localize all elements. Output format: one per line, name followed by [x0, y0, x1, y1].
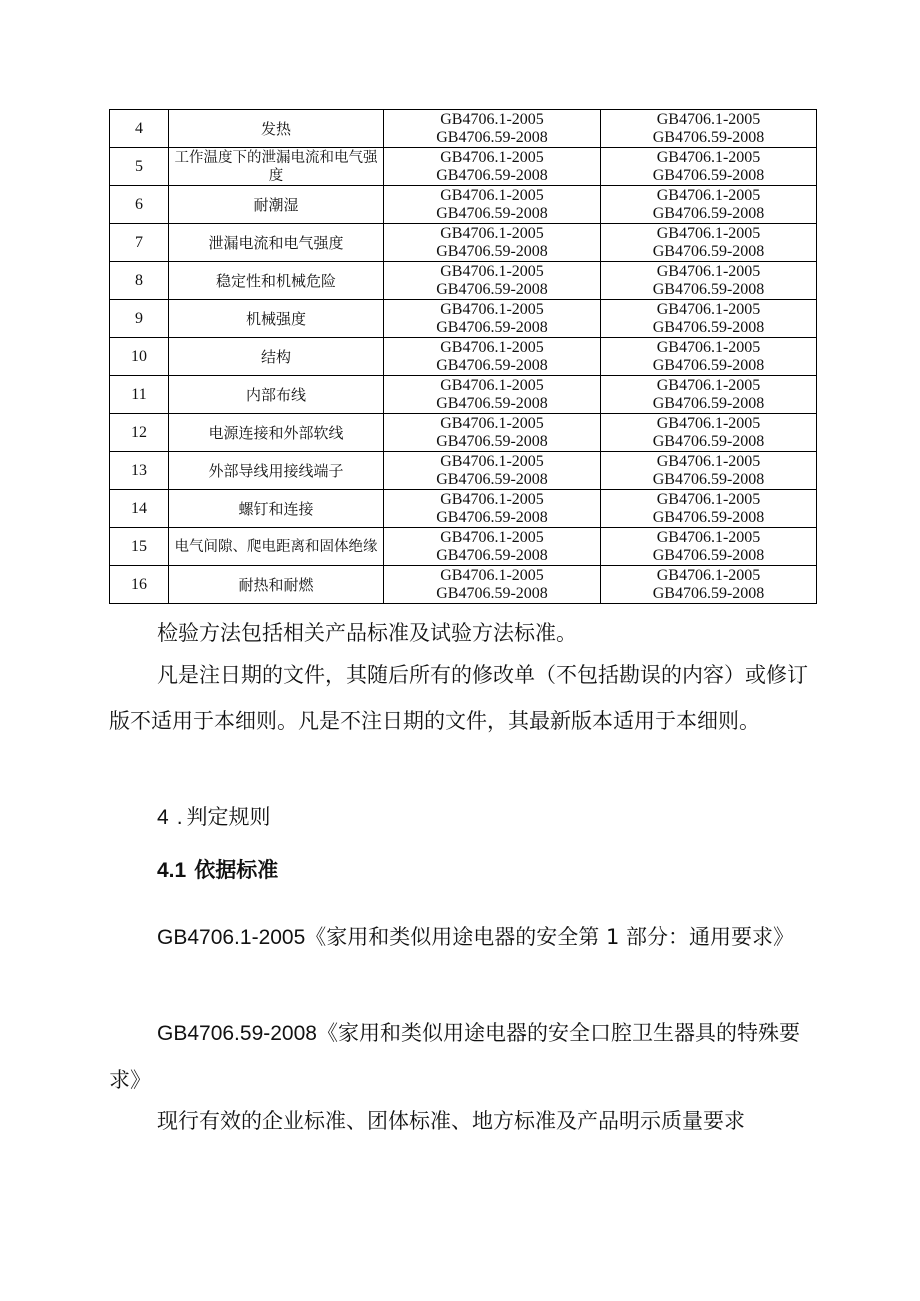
row-number: 14 — [110, 490, 169, 528]
standard-code: GB4706.59-2008 — [652, 394, 765, 412]
standard-code: GB4706.59-2008 — [436, 204, 548, 222]
standard-code: GB4706.1-2005 — [440, 528, 544, 546]
standard-code: GB4706.59-2008 — [652, 470, 765, 488]
test-item: 耐潮湿 — [169, 186, 384, 224]
row-number: 8 — [110, 262, 169, 300]
standard-cell-method — [601, 300, 817, 338]
reference-2-code: GB4706.59-2008 — [157, 1022, 317, 1045]
standard-code: GB4706.59-2008 — [436, 470, 548, 488]
table-row — [110, 224, 817, 262]
standard-code: GB4706.1-2005 — [440, 566, 544, 584]
standard-cell-requirement — [384, 528, 601, 566]
standard-cell-requirement — [384, 414, 601, 452]
standard-code: GB4706.59-2008 — [652, 166, 765, 184]
row-number: 11 — [110, 376, 169, 414]
table-row — [110, 148, 817, 186]
standard-code: GB4706.59-2008 — [652, 128, 765, 146]
standard-cell-method — [601, 148, 817, 186]
table-row — [110, 566, 817, 604]
standard-cell-requirement — [384, 376, 601, 414]
table-row — [110, 490, 817, 528]
test-item: 耐热和耐燃 — [169, 566, 384, 604]
standard-cell-method — [601, 566, 817, 604]
standard-cell-requirement — [384, 490, 601, 528]
section-4-1-number: 4.1 — [157, 859, 187, 882]
standard-code: GB4706.1-2005 — [656, 452, 761, 470]
standard-cell-method — [601, 414, 817, 452]
test-item: 机械强度 — [169, 300, 384, 338]
paragraph-test-methods: 检验方法包括相关产品标准及试验方法标准。 — [157, 621, 577, 645]
reference-1-code: GB4706.1-2005 — [157, 926, 306, 949]
standard-code: GB4706.59-2008 — [652, 242, 765, 260]
table-row — [110, 414, 817, 452]
standard-code: GB4706.59-2008 — [436, 128, 548, 146]
standard-code: GB4706.59-2008 — [436, 318, 548, 336]
standard-code: GB4706.1-2005 — [440, 490, 544, 508]
standard-cell-requirement — [384, 566, 601, 604]
standard-code: GB4706.1-2005 — [656, 490, 761, 508]
paragraph-dated-documents: 凡是注日期的文件，其随后所有的修改单（不包括勘误的内容）或修订版不适用于本细则。凡是不注日期的文件，其最新版本适用于本细则。 — [109, 663, 808, 733]
standard-code: GB4706.1-2005 — [440, 148, 544, 166]
row-number: 9 — [110, 300, 169, 338]
standard-code: GB4706.59-2008 — [436, 166, 548, 184]
standard-code: GB4706.59-2008 — [652, 204, 765, 222]
standard-code: GB4706.1-2005 — [440, 452, 544, 470]
standard-code: GB4706.1-2005 — [656, 376, 761, 394]
standard-code: GB4706.59-2008 — [436, 242, 548, 260]
standard-cell-method — [601, 224, 817, 262]
test-item: 外部导线用接线端子 — [169, 452, 384, 490]
standard-code: GB4706.1-2005 — [656, 414, 761, 432]
standard-cell-requirement — [384, 300, 601, 338]
standard-cell-method — [601, 262, 817, 300]
standard-cell-requirement — [384, 186, 601, 224]
reference-standard-1 — [109, 914, 816, 961]
row-number: 15 — [110, 528, 169, 566]
test-item: 电源连接和外部软线 — [169, 414, 384, 452]
standard-code: GB4706.59-2008 — [652, 356, 765, 374]
test-item: 发热 — [169, 110, 384, 148]
standard-code: GB4706.1-2005 — [440, 110, 544, 128]
standard-code: GB4706.1-2005 — [656, 262, 761, 280]
test-item: 结构 — [169, 338, 384, 376]
reference-2-title: 《家用和类似用途电器的安全口腔卫生器具的特殊要求》 — [109, 1021, 800, 1092]
standard-code: GB4706.1-2005 — [656, 300, 761, 318]
standard-cell-requirement — [384, 452, 601, 490]
standard-code: GB4706.59-2008 — [652, 508, 765, 526]
row-number: 10 — [110, 338, 169, 376]
standard-cell-method — [601, 490, 817, 528]
standard-code: GB4706.1-2005 — [440, 186, 544, 204]
table-row — [110, 110, 817, 148]
test-item: 泄漏电流和电气强度 — [169, 224, 384, 262]
standard-code: GB4706.59-2008 — [652, 432, 765, 450]
standard-code: GB4706.59-2008 — [652, 546, 765, 564]
standard-code: GB4706.59-2008 — [436, 356, 548, 374]
reference-1-title: 《家用和类似用途电器的安全第 1 部分：通用要求》 — [305, 925, 795, 949]
standard-cell-requirement — [384, 262, 601, 300]
standard-code: GB4706.1-2005 — [656, 186, 761, 204]
standard-code: GB4706.59-2008 — [652, 584, 765, 602]
standard-cell-method — [601, 186, 817, 224]
standard-code: GB4706.1-2005 — [656, 148, 761, 166]
standards-table-body — [110, 110, 817, 604]
section-4-1-heading — [157, 855, 278, 886]
standard-cell-method — [601, 110, 817, 148]
section-4-heading: 4 . 判定规则 — [157, 805, 271, 829]
table-row — [110, 338, 817, 376]
standard-code: GB4706.1-2005 — [440, 414, 544, 432]
standard-code: GB4706.59-2008 — [436, 508, 548, 526]
standard-code: GB4706.1-2005 — [440, 338, 544, 356]
standard-code: GB4706.59-2008 — [436, 432, 548, 450]
table-row — [110, 376, 817, 414]
standard-code: GB4706.59-2008 — [436, 584, 548, 602]
standard-code: GB4706.1-2005 — [656, 110, 761, 128]
section-4-title: 判定规则 — [186, 805, 271, 829]
table-row — [110, 300, 817, 338]
standard-cell-requirement — [384, 110, 601, 148]
table-row — [110, 528, 817, 566]
standard-code: GB4706.1-2005 — [440, 300, 544, 318]
test-item: 稳定性和机械危险 — [169, 262, 384, 300]
standard-cell-method — [601, 338, 817, 376]
standard-code: GB4706.59-2008 — [652, 280, 765, 298]
row-number: 4 — [110, 110, 169, 148]
row-number: 12 — [110, 414, 169, 452]
row-number: 5 — [110, 148, 169, 186]
standard-code: GB4706.1-2005 — [656, 338, 761, 356]
standard-cell-method — [601, 452, 817, 490]
table-row — [110, 262, 817, 300]
row-number: 6 — [110, 186, 169, 224]
standard-cell-method — [601, 376, 817, 414]
test-item: 工作温度下的泄漏电流和电气强度 — [169, 148, 384, 186]
standard-cell-requirement — [384, 148, 601, 186]
standard-code: GB4706.59-2008 — [652, 318, 765, 336]
test-item: 电气间隙、爬电距离和固体绝缘 — [169, 528, 384, 566]
table-row — [110, 452, 817, 490]
table-row — [110, 186, 817, 224]
paragraph-other-standards: 现行有效的企业标准、团体标准、地方标准及产品明示质量要求 — [157, 1109, 745, 1133]
section-4-number: 4 — [157, 806, 169, 829]
test-item: 螺钉和连接 — [169, 490, 384, 528]
standard-cell-requirement — [384, 224, 601, 262]
row-number: 16 — [110, 566, 169, 604]
standard-cell-method — [601, 528, 817, 566]
row-number: 7 — [110, 224, 169, 262]
section-4-1-title: 依据标准 — [194, 858, 279, 882]
standard-code: GB4706.1-2005 — [656, 224, 761, 242]
standard-code: GB4706.59-2008 — [436, 394, 548, 412]
reference-standard-2 — [109, 1010, 816, 1103]
standard-cell-requirement — [384, 338, 601, 376]
standard-code: GB4706.1-2005 — [656, 528, 761, 546]
test-item: 内部布线 — [169, 376, 384, 414]
row-number: 13 — [110, 452, 169, 490]
standard-code: GB4706.59-2008 — [436, 280, 548, 298]
standard-code: GB4706.1-2005 — [656, 566, 761, 584]
standard-code: GB4706.1-2005 — [440, 224, 544, 242]
standard-code: GB4706.59-2008 — [436, 546, 548, 564]
standard-code: GB4706.1-2005 — [440, 376, 544, 394]
standards-table — [109, 109, 817, 604]
standard-code: GB4706.1-2005 — [440, 262, 544, 280]
